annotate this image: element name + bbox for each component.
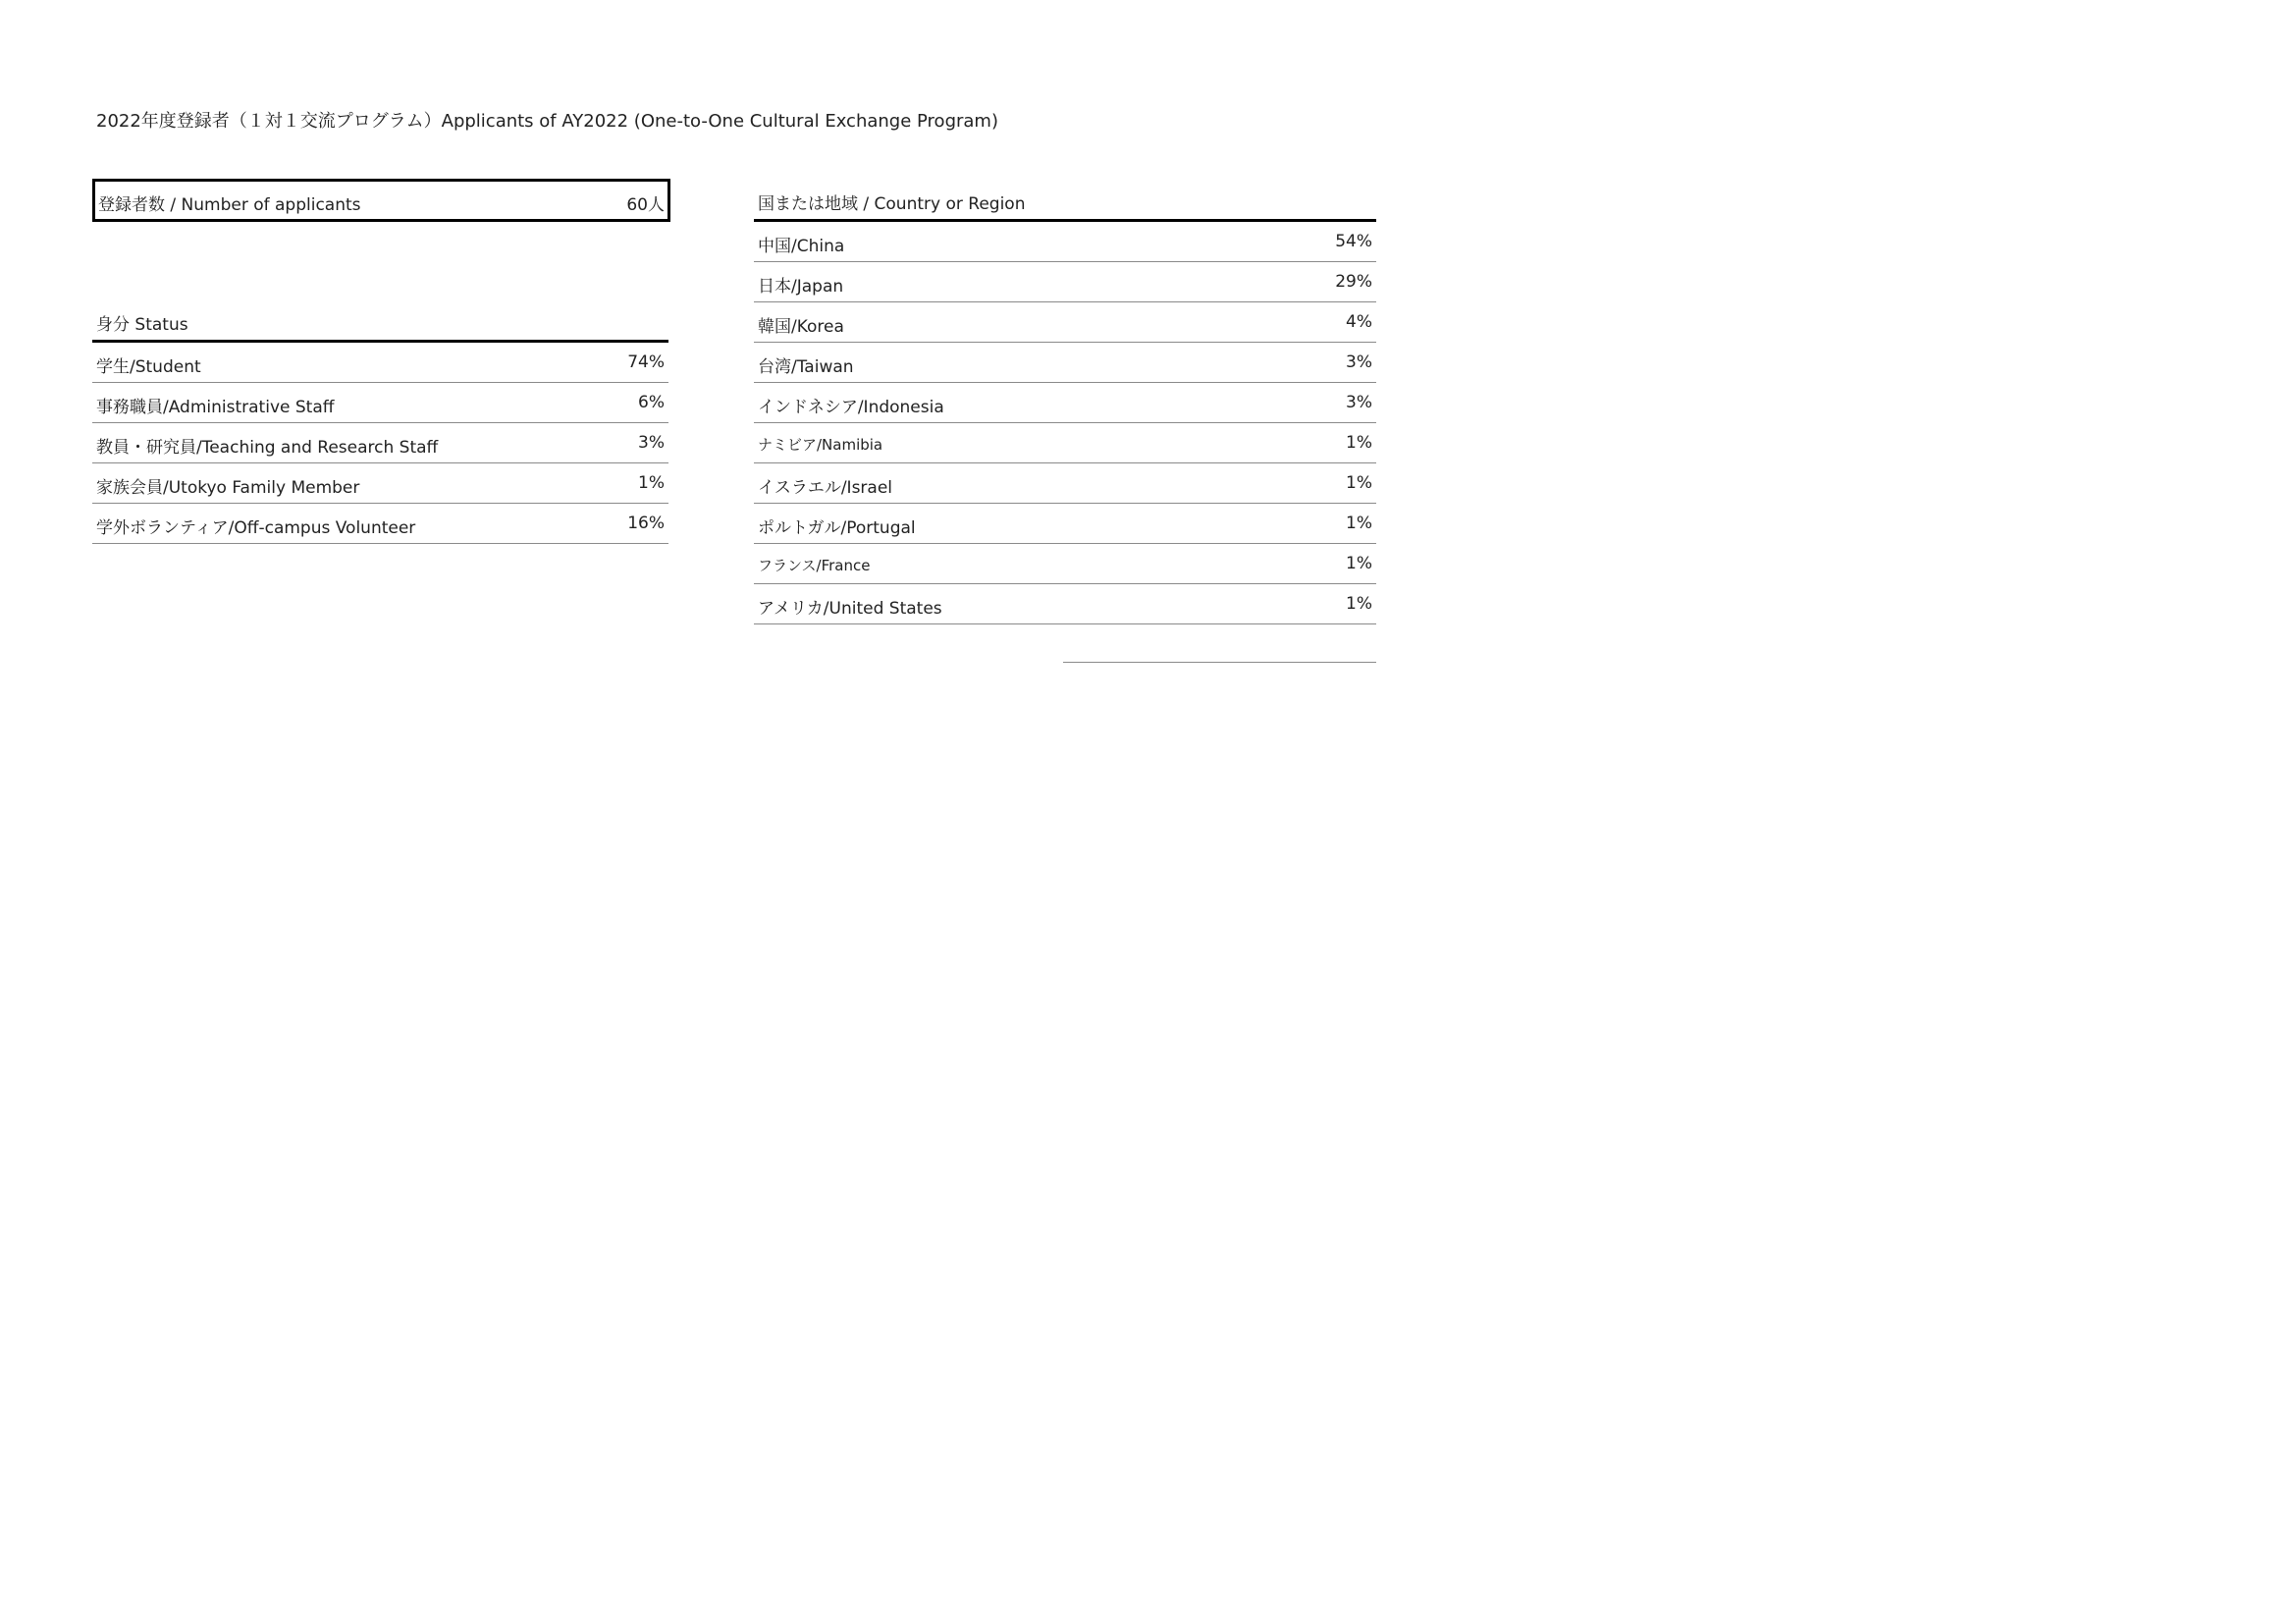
country-percent: 54% bbox=[1335, 232, 1372, 251]
country-percent: 1% bbox=[1346, 554, 1372, 573]
table-row bbox=[754, 262, 1376, 302]
country-label: ナミビア/Namibia bbox=[758, 436, 883, 454]
country-table bbox=[754, 180, 1376, 624]
table-row bbox=[92, 343, 668, 383]
table-row bbox=[754, 222, 1376, 262]
table-row bbox=[754, 383, 1376, 423]
status-table-header bbox=[92, 300, 668, 343]
country-heading: 国または地域 / Country or Region bbox=[758, 194, 1026, 214]
status-percent: 16% bbox=[627, 514, 665, 533]
table-row bbox=[92, 463, 668, 504]
country-percent: 1% bbox=[1346, 594, 1372, 614]
status-table bbox=[92, 300, 668, 544]
status-label: 家族会員/Utokyo Family Member bbox=[96, 478, 360, 498]
status-percent: 1% bbox=[638, 473, 665, 493]
country-percent: 3% bbox=[1346, 393, 1372, 412]
document-title: 2022年度登録者（１対１交流プログラム）Applicants of AY2022 (One-to-One Cultural Exchange Program) bbox=[96, 111, 998, 132]
country-percent: 29% bbox=[1335, 272, 1372, 292]
table-row bbox=[92, 383, 668, 423]
table-row bbox=[754, 544, 1376, 584]
country-percent: 3% bbox=[1346, 352, 1372, 372]
status-heading: 身分 Status bbox=[96, 315, 188, 335]
table-row bbox=[754, 463, 1376, 504]
status-label: 事務職員/Administrative Staff bbox=[96, 398, 335, 417]
country-percent: 1% bbox=[1346, 433, 1372, 453]
applicants-count-label: 登録者数 / Number of applicants bbox=[98, 195, 361, 215]
country-label: 台湾/Taiwan bbox=[758, 357, 854, 377]
table-row bbox=[754, 584, 1376, 624]
status-label: 学外ボランティア/Off-campus Volunteer bbox=[96, 518, 416, 538]
country-label: アメリカ/United States bbox=[758, 599, 942, 619]
applicants-count-value: 60人 bbox=[626, 195, 665, 215]
status-percent: 74% bbox=[627, 352, 665, 372]
country-label: フランス/France bbox=[758, 557, 871, 574]
table-row bbox=[754, 423, 1376, 463]
table-row bbox=[754, 343, 1376, 383]
status-label: 学生/Student bbox=[96, 357, 201, 377]
country-label: インドネシア/Indonesia bbox=[758, 398, 944, 417]
country-label: 韓国/Korea bbox=[758, 317, 844, 337]
table-row bbox=[92, 423, 668, 463]
applicants-count-box bbox=[92, 179, 670, 222]
status-percent: 6% bbox=[638, 393, 665, 412]
status-percent: 3% bbox=[638, 433, 665, 453]
country-percent: 4% bbox=[1346, 312, 1372, 332]
status-label: 教員・研究員/Teaching and Research Staff bbox=[96, 438, 439, 458]
country-label: ポルトガル/Portugal bbox=[758, 518, 916, 538]
country-label: イスラエル/Israel bbox=[758, 478, 893, 498]
divider bbox=[1063, 662, 1376, 663]
table-row bbox=[92, 504, 668, 544]
country-percent: 1% bbox=[1346, 473, 1372, 493]
table-row bbox=[754, 302, 1376, 343]
country-label: 中国/China bbox=[758, 237, 845, 256]
country-percent: 1% bbox=[1346, 514, 1372, 533]
country-label: 日本/Japan bbox=[758, 277, 844, 297]
country-table-header bbox=[754, 180, 1376, 222]
table-row bbox=[754, 504, 1376, 544]
